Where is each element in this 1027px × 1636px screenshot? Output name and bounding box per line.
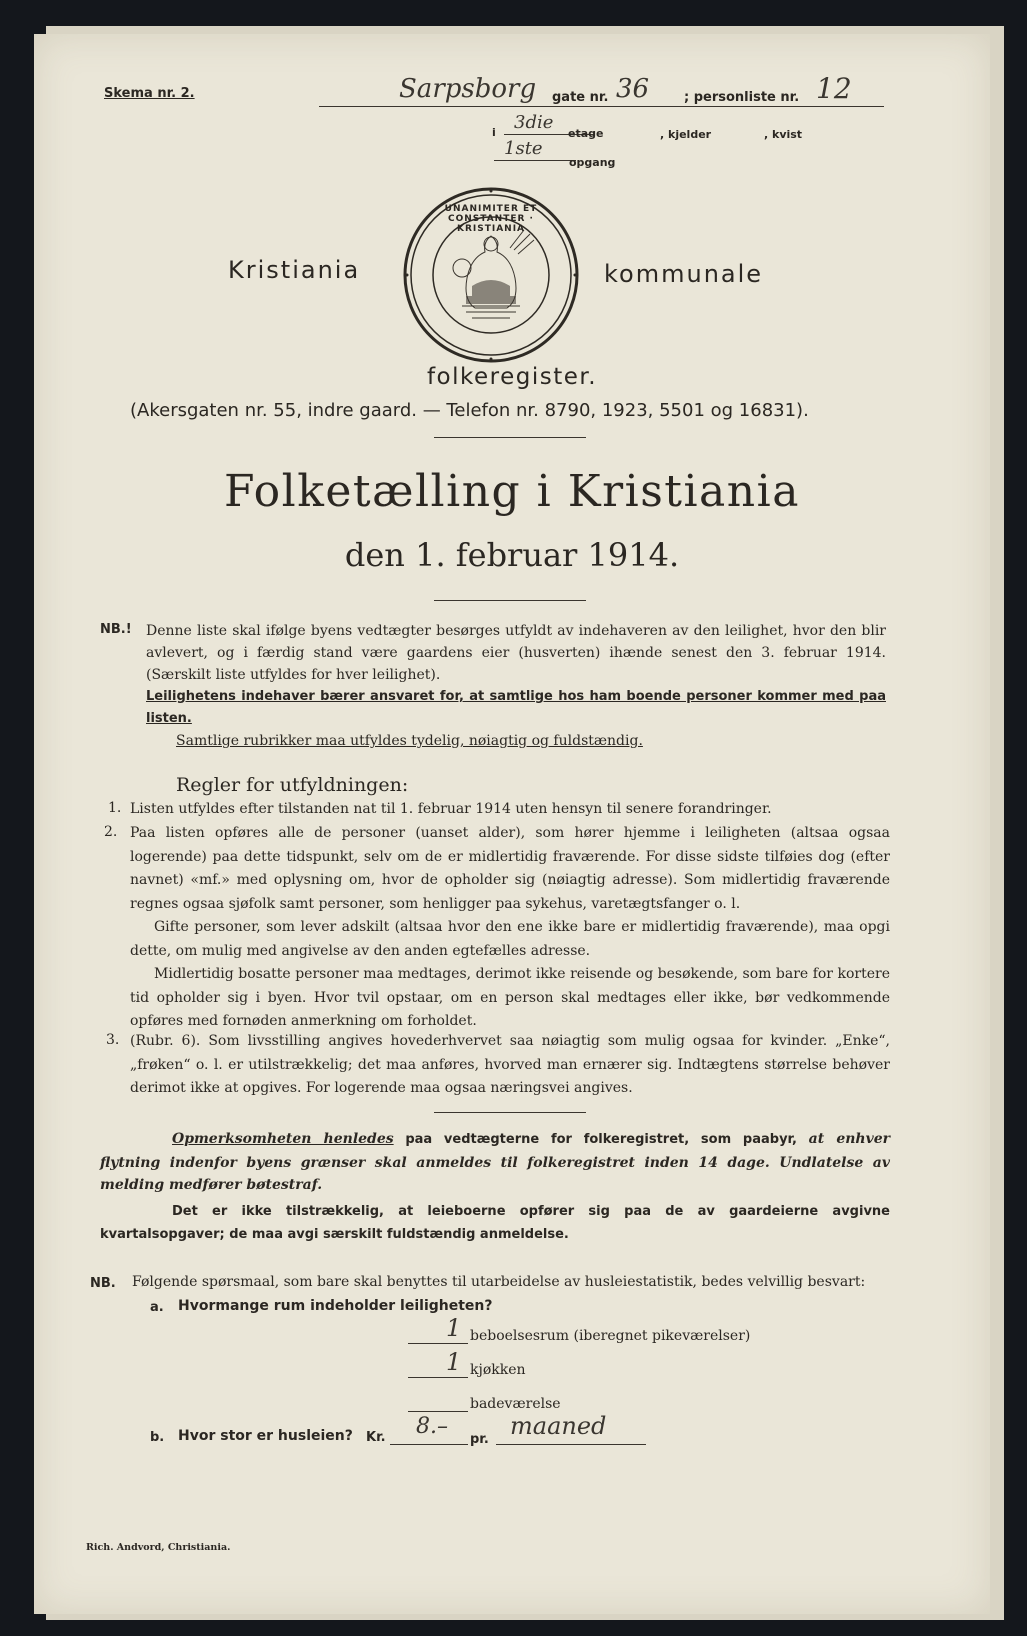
kvist-label: , kvist	[764, 128, 803, 141]
notice-italic: at enhver flytning indenfor byens grænser skal anmeldes til folkeregistret inden 14 dage. Undlatelse av melding medfører bøtestraf.	[100, 1131, 890, 1193]
schema-number: Skema nr. 2.	[104, 86, 195, 101]
masthead-right: kommunale	[604, 260, 764, 288]
notice-lead: Opmerksomheten henledes	[172, 1131, 394, 1147]
rent-period-handwritten: maaned	[510, 1412, 607, 1440]
entrance-handwritten: 1ste	[504, 138, 543, 159]
entrance-line	[494, 160, 576, 161]
rent-amount-handwritten: 8.–	[416, 1414, 448, 1439]
rule-2c: Midlertidig bosatte personer maa medtages, derimot ikke reisende og besøkende, som bare for kortere tid opholder sig i byen. Hvor tvil opstaar, om en person skal medtages eller ikke, bør vedkommende opføres med fornøden anmerkning om forholdet.	[130, 966, 890, 1029]
census-date: den 1. februar 1914.	[344, 536, 680, 574]
registry-name: folkeregister.	[426, 364, 598, 390]
nb2-label: NB.	[90, 1276, 116, 1291]
period-line	[496, 1444, 646, 1445]
gate-label: gate nr.	[552, 90, 609, 105]
personliste-label: ; personliste nr.	[684, 90, 800, 105]
nb-responsibility: Leilighetens indehaver bærer ansvaret for, at samtlige hos ham boende personer kommer med paa listen.	[146, 689, 886, 726]
nb2-text: Følgende spørsmaal, som bare skal benyttes til utarbeidelse av husleiestatistik, bedes velvillig besvart:	[132, 1274, 866, 1290]
kitchen-label: kjøkken	[470, 1362, 526, 1378]
kitchen-answer-handwritten: 1	[446, 1348, 462, 1376]
nb-label: NB.!	[100, 622, 132, 637]
street-name-handwritten: Sarpsborg	[399, 74, 537, 104]
personliste-number-handwritten: 12	[816, 72, 852, 105]
kristiania-seal	[402, 186, 580, 364]
rooms-line	[408, 1343, 468, 1344]
bathroom-line	[408, 1411, 468, 1412]
kitchen-line	[408, 1377, 468, 1378]
question-a-label: a.	[150, 1300, 164, 1315]
rule-2a: Paa listen opføres alle de personer (uanset alder), som hører hjemme i leiligheten (altsaa ogsaa logerende) paa dette tidspunkt, selv om de er midlertidig fraværende. For disse sidste tilføies dog (efter navnet) «mf.» med oplysning om, hvor de opholder sig (nøiagtig adresse). Som midlertidig fraværende regnes ogsaa sjøfolk samt personer, som henligger paa sykehus, varetægtsfanger o. l.	[130, 825, 890, 912]
census-form-page	[34, 34, 990, 1614]
rules-heading: Regler for utfyldningen:	[176, 774, 409, 796]
divider-3	[434, 1112, 586, 1113]
bathroom-label: badeværelse	[470, 1396, 561, 1412]
floor-handwritten: 3die	[514, 112, 554, 133]
rule-2-number: 2.	[104, 824, 118, 840]
rule-1: Listen utfyldes efter tilstanden nat til 1. februar 1914 uten hensyn til senere forandringer.	[130, 801, 772, 817]
rule-1-number: 1.	[108, 800, 122, 816]
kr-label: Kr.	[366, 1430, 386, 1445]
notice-paragraph	[100, 1128, 890, 1197]
pr-label: pr.	[470, 1432, 489, 1447]
notice-text: paa vedtægterne for folkeregistret, som paabyr,	[405, 1132, 797, 1147]
notice-paragraph-2: Det er ikke tilstrækkelig, at leieboerne opfører sig paa de av gaardeierne avgivne kvartalsopgaver; de maa avgi særskilt fuldstændig anmeldelse.	[100, 1204, 890, 1242]
question-b-label: b.	[150, 1430, 165, 1445]
nb-text: Denne liste skal ifølge byens vedtægter besørges utfyldt av indehaveren av den leilighet, hvor den blir avlevert, og i færdig stand være gaardens eier (husverten) ihænde senest den 3. februar 1914. (Særskilt liste utfyldes for hver leilighet).	[146, 623, 886, 683]
question-b: Hvor stor er husleien?	[178, 1428, 353, 1444]
nb-completeness: Samtlige rubrikker maa utfyldes tydelig, nøiagtig og fuldstændig.	[176, 733, 643, 749]
rule-3: (Rubr. 6). Som livsstilling angives hovederhvervet saa nøiagtig som mulig ogsaa for kvinder. „Enke“, „frøken“ o. l. er utilstrækkelig; det maa anføres, hvorved man ernærer sig. Indtægtens størrelse behøver derimot ikke at opgives. For logerende maa ogsaa næringsvei angives.	[130, 1033, 890, 1096]
kjelder-label: , kjelder	[660, 128, 712, 141]
question-a: Hvormange rum indeholder leiligheten?	[178, 1298, 493, 1314]
seal-inscription: UNANIMITER ET CONSTANTER · KRISTIANIA	[444, 204, 538, 234]
opgang-label: opgang	[569, 156, 616, 169]
rooms-answer-handwritten: 1	[446, 1314, 462, 1342]
nb-paragraph	[146, 620, 886, 686]
etage-label: etage	[568, 127, 604, 140]
rooms-label: beboelsesrum (iberegnet pikeværelser)	[470, 1328, 751, 1344]
rent-line	[390, 1444, 468, 1445]
divider-1	[434, 437, 586, 438]
divider-2	[434, 600, 586, 601]
rule-2b: Gifte personer, som lever adskilt (altsaa hvor den ene ikke bare er midlertidig fraværende), maa opgi dette, om mulig med angivelse av den anden egtefælles adresse.	[130, 919, 890, 959]
main-title: Folketælling i Kristiania	[224, 466, 800, 517]
i-label: i	[492, 126, 496, 139]
address-line	[319, 106, 884, 107]
printer-name: Rich. Andvord, Christiania.	[86, 1542, 231, 1553]
masthead-left: Kristiania	[228, 256, 361, 284]
rule-3-number: 3.	[106, 1032, 120, 1048]
registry-address: (Akersgaten nr. 55, indre gaard. — Telefon nr. 8790, 1923, 5501 og 16831).	[130, 400, 809, 421]
gate-number-handwritten: 36	[616, 74, 650, 104]
